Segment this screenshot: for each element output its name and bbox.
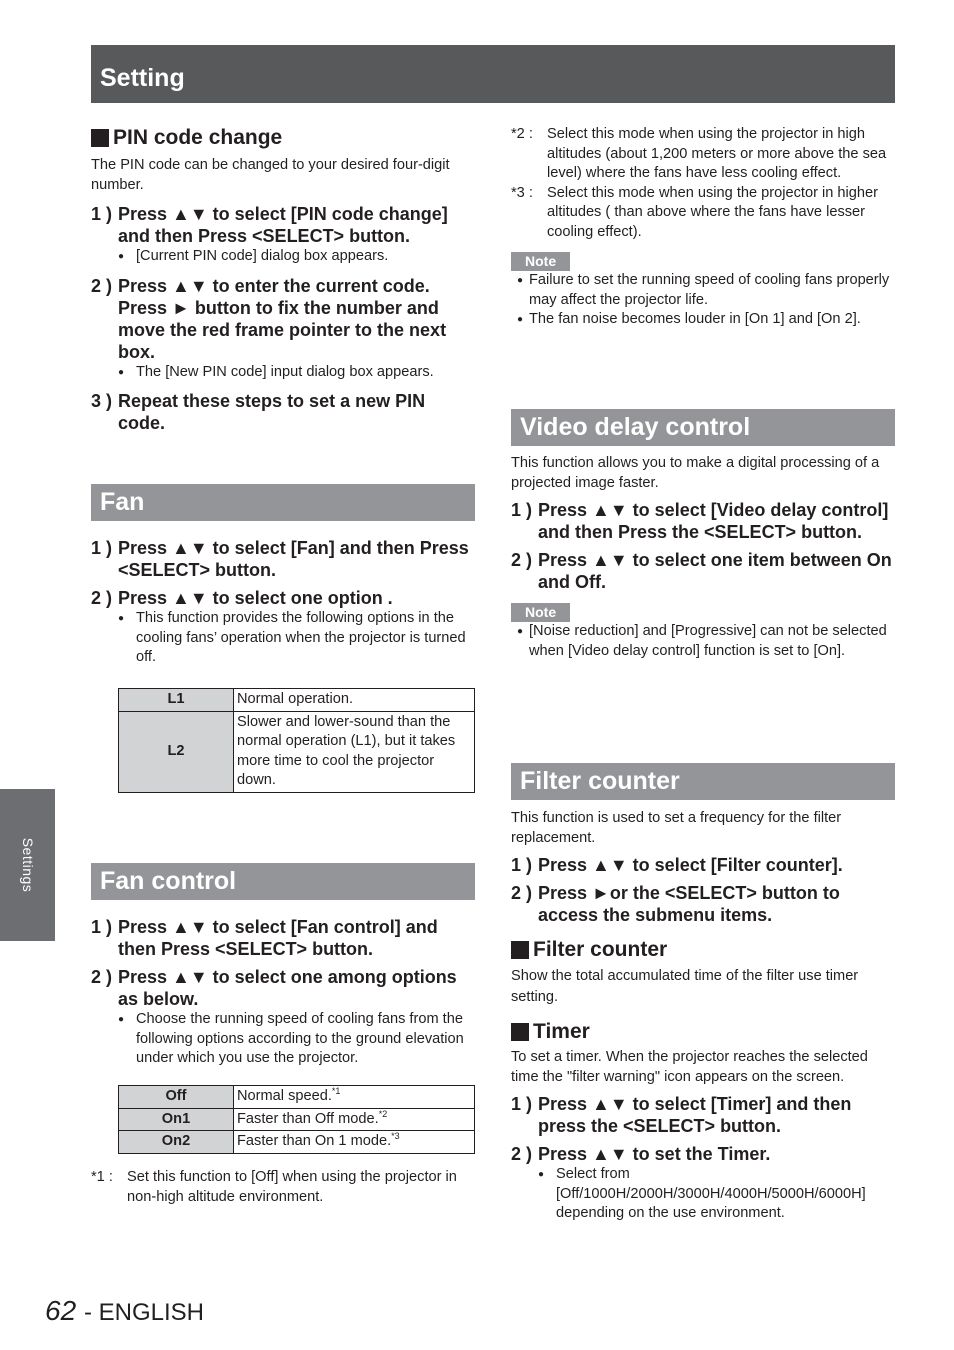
fan-control-bullet: ● Choose the running speed of cooling fans from the following options according to the ground elevation under which you use the projector. [118, 1011, 464, 1066]
fan-control-title: Fan control [91, 862, 475, 900]
square-bullet-icon [91, 129, 109, 147]
timer-subheading: Timer [511, 1020, 895, 1044]
table-row: Off Normal speed.$^{*1}$ [119, 1086, 475, 1109]
table-row: On2 Faster than On 1 mode.$^{*3}$ [119, 1131, 475, 1154]
footnote-1: *1 : Set this function to [Off] when using the projector in non-high altitude environment. [91, 1169, 457, 1205]
language-label: - ENGLISH [83, 1299, 204, 1326]
fan-bullet: ● This function provides the following options in the cooling fans’ operation when the projector is turned off. [118, 610, 466, 665]
page-footer [45, 1295, 204, 1327]
fan-step-2: 2 ) Press ▲▼ to select one option . [91, 588, 393, 608]
video-delay-step-2: 2 ) Press ▲▼ to select one item between On and Off. [511, 550, 892, 592]
video-delay-step-1: 1 ) Press ▲▼ to select [Video delay control] and then Press the <SELECT> button. [511, 500, 889, 542]
video-delay-intro: This function allows you to make a digital processing of a projected image faster. [511, 455, 880, 491]
table-row: On1 Faster than Off mode.$^{*2}$ [119, 1108, 475, 1131]
fan-control-table [118, 1085, 475, 1154]
fan-control-step-1: 1 ) Press ▲▼ to select [Fan control] and then Press <SELECT> button. [91, 917, 438, 959]
pin-step-2-bullet: ● The [New PIN code] input dialog box appears. [118, 363, 434, 380]
footnote-2: *2 : Select this mode when using the projector in high altitudes (about 1,200 meters or more above the sea level) where the fans have less cooling effect. [511, 126, 887, 181]
filter-counter-subheading: Filter counter [511, 938, 895, 962]
timer-bullet: ● Select from [Off/1000H/2000H/3000H/4000H/5000H/6000H] depending on the use environment. [538, 1166, 866, 1221]
timer-step-1: 1 ) Press ▲▼ to select [Timer] and then press the <SELECT> button. [511, 1094, 852, 1136]
note-label: Note [511, 603, 570, 622]
square-bullet-icon [511, 1023, 529, 1041]
filter-counter-title: Filter counter [511, 762, 895, 800]
filter-counter-section [511, 762, 895, 1224]
pin-step-1: 1 ) Press ▲▼ to select [PIN code change] and then Press <SELECT> button. [91, 204, 448, 246]
video-delay-title: Video delay control [511, 408, 895, 446]
fan-note-2: ● The fan noise becomes louder in [On 1] and [On 2]. [516, 311, 861, 327]
fan-control-step-2: 2 ) Press ▲▼ to select one among options as below. [91, 967, 457, 1009]
video-delay-section [511, 408, 895, 661]
side-tab [0, 789, 55, 941]
footnote-3: *3 : Select this mode when using the projector in higher altitudes ( than above where the fans have lesser cooling effect). [511, 184, 878, 240]
pin-intro: The PIN code can be changed to your desired four-digit number. [91, 157, 450, 193]
fan-step-1: 1 ) Press ▲▼ to select [Fan] and then Press <SELECT> button. [91, 538, 469, 580]
filter-counter-text: Show the total accumulated time of the filter use timer setting. [511, 968, 859, 1005]
side-tab-label: Settings [19, 837, 36, 893]
filter-intro: This function is used to set a frequency for the filter replacement. [511, 810, 842, 846]
table-row: L2 Slower and lower-sound than the normal operation (L1), but it takes more time to cool the projector down. [119, 711, 475, 792]
pin-step-1-bullet: ● [Current PIN code] dialog box appears. [118, 248, 389, 264]
footnotes-2-3 [511, 125, 895, 330]
pin-code-section [91, 126, 475, 434]
note-label: Note [511, 252, 570, 271]
page-number: 62 [45, 1295, 77, 1326]
fan-table [118, 688, 475, 793]
filter-step-1: 1 ) Press ▲▼ to select [Filter counter]. [511, 855, 843, 875]
section-header-bar [91, 45, 895, 103]
fan-title: Fan [91, 483, 475, 521]
video-delay-note: ● [Noise reduction] and [Progressive] can not be selected when [Video delay control] function is set to [On]. [516, 623, 887, 659]
fan-section [91, 483, 475, 668]
pin-step-2: 2 ) Press ▲▼ to enter the current code. Press ► button to fix the number and move the red frame pointer to the next box. [91, 275, 447, 362]
pin-step-3: 3 ) Repeat these steps to set a new PIN code. [91, 391, 426, 433]
fan-note-1: ● Failure to set the running speed of cooling fans properly may affect the projector life. [516, 272, 890, 308]
page-title: Setting [100, 64, 185, 92]
table-row: L1 Normal operation. [119, 689, 475, 712]
filter-step-2: 2 ) Press ►or the <SELECT> button to access the submenu items. [511, 883, 840, 925]
fan-control-section [91, 862, 475, 1069]
square-bullet-icon [511, 941, 529, 959]
pin-heading: PIN code change [91, 126, 475, 150]
timer-text: To set a timer. When the projector reaches the selected time the "filter warning" icon appears on the screen. [511, 1049, 868, 1085]
timer-step-2: 2 ) Press ▲▼ to set the Timer. [511, 1144, 771, 1164]
